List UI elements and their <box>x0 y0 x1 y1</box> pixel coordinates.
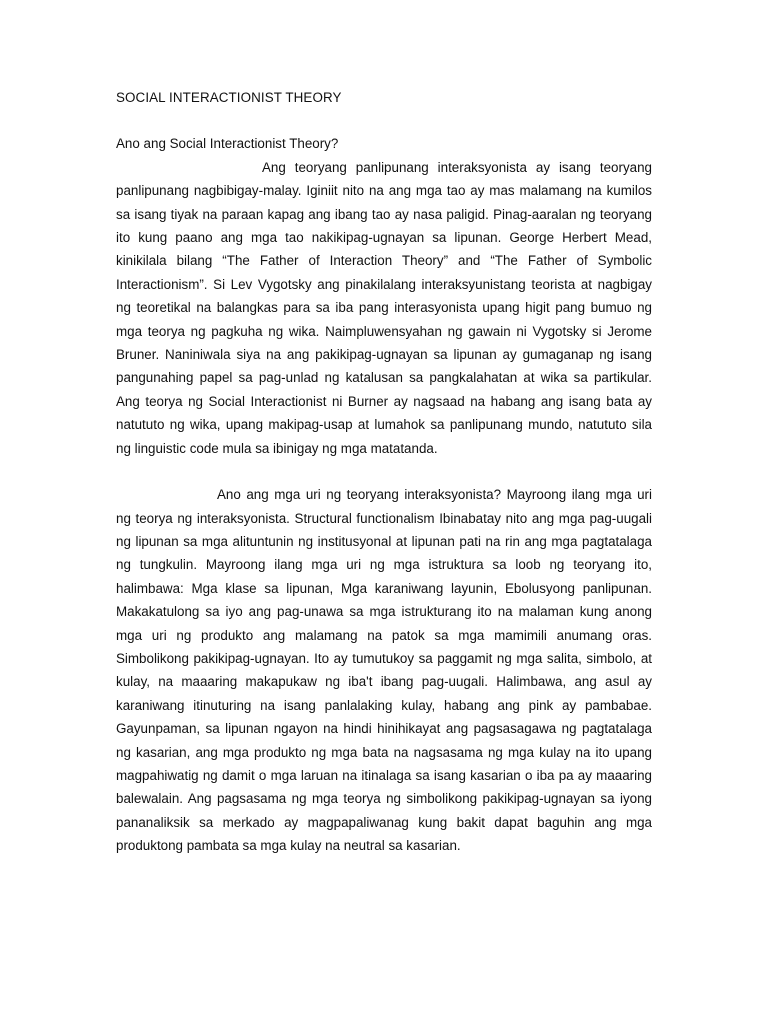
section-question: Ano ang Social Interactionist Theory? <box>116 136 339 152</box>
document-title: SOCIAL INTERACTIONIST THEORY <box>116 90 342 105</box>
document-page <box>116 86 652 858</box>
paragraph-2: Ano ang mga uri ng teoryang interaksyonista? Mayroong ilang mga uri ng teorya ng interaksyonista. Structural functionalism Ibinabatay nito ang mga pag-uugali ng lipunan sa mga alituntunin ng institusyonal at lipunan pati na rin ang mga pagtatalaga ng tungkulin. Mayroong ilang mga uri ng mga istruktura sa loob ng teoryang ito, halimbawa: Mga klase sa lipunan, Mga karaniwang layunin, Ebolusyong panlipunan. Makakatulong sa iyo ang pag-unawa sa mga istrukturang ito na malaman kung anong mga uri ng produkto ang malamang na patok sa mga mamimili anumang oras. Simbolikong pakikipag-ugnayan. Ito ay tumutukoy sa paggamit ng mga salita, simbolo, at kulay, na maaaring makapukaw ng iba't ibang pag-uugali. Halimbawa, ang asul ay karaniwang itinuturing na isang panlalaking kulay, habang ang pink ay pambabae. Gayunpaman, sa lipunan ngayon na hindi hinihikayat ang pagsasagawa ng pagtatalaga ng kasarian, ang mga produkto ng mga bata na nagsasama ng mga kulay na ito upang magpahiwatig ng damit o mga laruan na itinalaga sa isang kasarian o iba pa ay maaaring balewalain. Ang pagsasama ng mga teorya ng simbolikong pakikipag-ugnayan sa iyong pananaliksik sa merkado ay magpapaliwanag kung bakit dapat baguhin ang mga produktong pambata sa mga kulay na neutral sa kasarian. <box>116 487 652 854</box>
paragraph-1: Ang teoryang panlipunang interaksyonista ay isang teoryang panlipunang nagbibigay-malay. Iginiit nito na ang mga tao ay mas malamang na kumilos sa isang tiyak na paraan kapag ang ibang tao ay nasa paligid. Pinag-aaralan ng teoryang ito kung paano ang mga tao nakikipag-ugnayan sa lipunan. George Herbert Mead, kinikilala bilang “The Father of Interaction Theory” and “The Father of Symbolic Interactionism”. Si Lev Vygotsky ang pinakilalang interaksyunistang teorista at nagbigay ng teoretikal na balangkas para sa iba pang interasyonista upang higit pang bumuo ng mga teorya ng pagkuha ng wika. Naimpluwensyahan ng gawain ni Vygotsky si Jerome Bruner. Naniniwala siya na ang pakikipag-ugnayan sa lipunan ay gumaganap ng isang pangunahing papel sa pag-unlad ng katalusan sa pangkalahatan at wika sa partikular. Ang teorya ng Social Interactionist ni Burner ay nagsaad na habang ang isang bata ay natututo ng wika, upang makipag-usap at lumahok sa panlipunang mundo, natututo sila ng linguistic code mula sa ibinigay ng mga matatanda. <box>116 159 652 456</box>
